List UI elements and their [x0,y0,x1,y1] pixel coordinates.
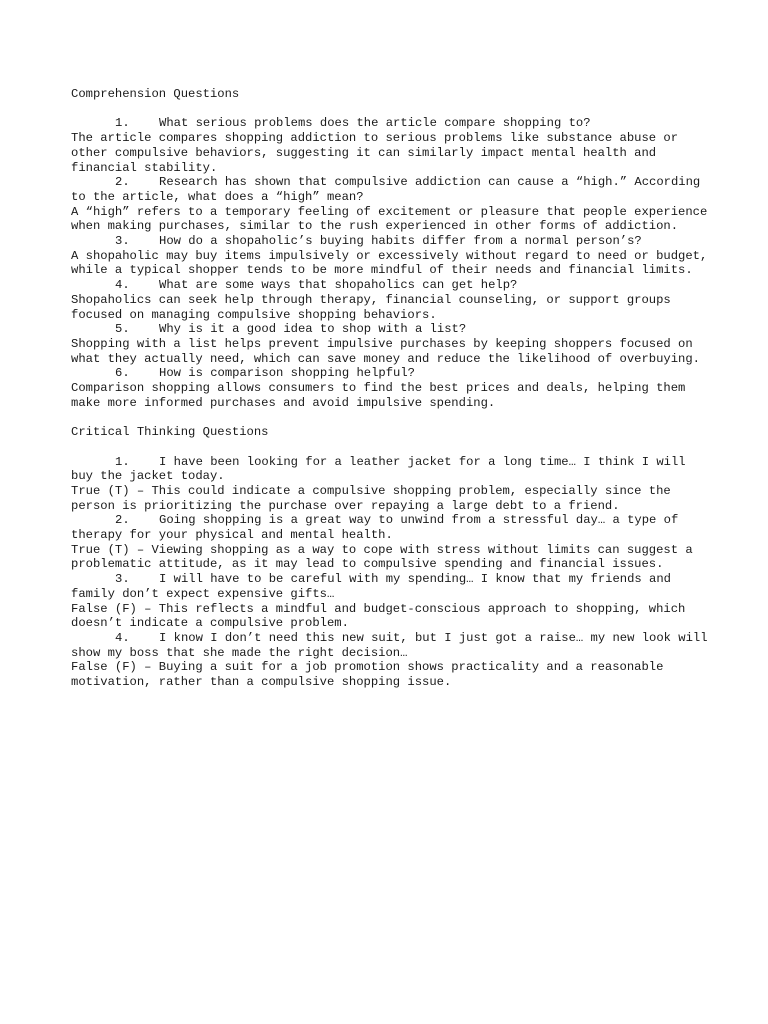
question-number: 4. [115,630,130,645]
answer-text: Shopping with a list helps prevent impulsive purchases by keeping shoppers focused on what they actually need, which can save money and reduce the likelihood of overbuying. [71,336,700,366]
comprehension-question-list [71,116,715,410]
question-item [71,322,711,337]
question-item [71,572,711,601]
answer-text: True (T) – Viewing shopping as a way to cope with stress without limits can suggest a problematic attitude, as it may lead to compulsive spending and financial issues. [71,542,700,572]
answer-text: Shopaholics can seek help through therapy, financial counseling, or support groups focused on managing compulsive shopping behaviors. [71,292,679,322]
question-item [71,455,711,484]
question-text: I know I don’t need this new suit, but I just got a raise… my new look will show my boss that she made the right decision… [71,630,715,660]
question-number: 2. [115,175,130,190]
document-page [71,87,715,690]
answer-text: A “high” refers to a temporary feeling of excitement or pleasure that people experience when making purchases, similar to the rush experienced in other forms of addiction. [71,204,715,234]
question-item [71,366,711,381]
question-number: 5. [115,322,130,337]
section-heading-critical-thinking: Critical Thinking Questions [71,425,269,440]
question-text: How is comparison shopping helpful? [159,366,415,381]
answer-text: True (T) – This could indicate a compulsive shopping problem, especially since the person is prioritizing the purchase over repaying a large debt to a friend. [71,483,679,513]
answer-text: False (F) – Buying a suit for a job promotion shows practicality and a reasonable motivation, rather than a compulsive shopping issue. [71,660,671,690]
question-number: 1. [115,454,130,469]
question-number: 1. [115,116,130,131]
question-text: I will have to be careful with my spending… I know that my friends and family don’t expect expensive gifts… [71,572,679,601]
answer-text: Comparison shopping allows consumers to find the best prices and deals, helping them make more informed purchases and avoid impulsive spending. [71,381,693,410]
question-item [71,513,711,542]
question-number: 3. [115,572,130,587]
question-item [71,116,711,131]
question-item [71,278,711,293]
question-text: How do a shopaholic’s buying habits differ from a normal person’s? [159,234,642,249]
blank-line [71,410,711,425]
question-item [71,234,711,249]
section-heading-comprehension: Comprehension Questions [71,87,240,101]
question-text: Research has shown that compulsive addiction can cause a “high.” According to the article, what does a “high” mean? [71,175,708,204]
question-text: What are some ways that shopaholics can get help? [159,278,518,293]
question-number: 2. [115,513,130,528]
question-text: I have been looking for a leather jacket for a long time… I think I will buy the jacket today. [71,454,693,484]
answer-text: A shopaholic may buy items impulsively or excessively without regard to need or budget, while a typical shopper tends to be more mindful of their needs and financial limits. [71,248,715,278]
question-text: Why is it a good idea to shop with a list? [159,322,467,337]
critical-thinking-question-list [71,454,715,690]
blank-line [71,440,711,455]
question-number: 6. [115,366,130,381]
question-text: Going shopping is a great way to unwind from a stressful day… a type of therapy for your physical and mental health. [71,513,686,543]
question-number: 4. [115,278,130,293]
answer-text: The article compares shopping addiction to serious problems like substance abuse or other compulsive behaviors, suggesting it can similarly impact mental health and financial stability. [71,131,686,175]
blank-line [71,102,711,117]
question-text: What serious problems does the article compare shopping to? [159,116,591,131]
question-number: 3. [115,234,130,249]
question-item [71,175,711,204]
answer-text: False (F) – This reflects a mindful and budget-conscious approach to shopping, which doesn’t indicate a compulsive problem. [71,601,693,631]
question-item [71,630,715,660]
